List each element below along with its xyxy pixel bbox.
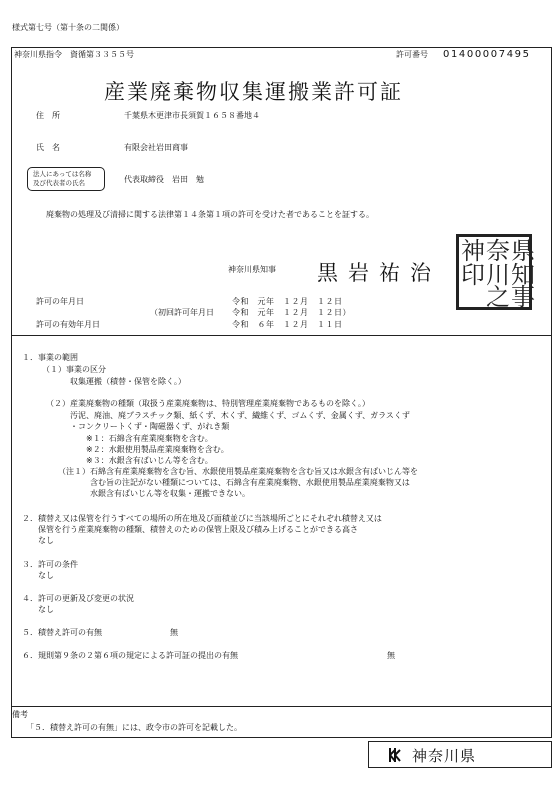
waste-types-line1: 汚泥、廃油、廃プラスチック類、紙くず、木くず、繊維くず、ゴムくず、金属くず、ガラスくず xyxy=(70,411,410,420)
storage-heading-line2: 保管を行う産業廃棄物の種類、積替えのための保管上限及び積み上げることができる高さ xyxy=(38,525,358,534)
representative-label-line1: 法人にあっては名称 xyxy=(33,170,92,178)
seal-char: 神 xyxy=(461,237,485,265)
permit-number: 01400007495 xyxy=(443,49,531,60)
waste-note-1: ※１：石綿含有産業廃棄物を含む。 xyxy=(86,434,213,443)
official-seal xyxy=(456,234,535,311)
waste-types-line2: ・コンクリートくず・陶磁器くず、がれき類 xyxy=(70,422,230,431)
storage-heading-line1: ２．積替え又は保管を行うすべての場所の所在地及び面積並びに当該場所ごとにそれぞれ積替え又は xyxy=(22,514,382,523)
seal-char: 印 xyxy=(461,261,485,289)
scope-heading: １．事業の範囲 xyxy=(22,353,78,362)
valid-until-label: 許可の有効年月日 xyxy=(36,320,100,329)
representative-value: 代表取締役 岩田 勉 xyxy=(124,175,204,184)
business-category-heading: （１）事業の区分 xyxy=(42,365,106,374)
conditions-value: なし xyxy=(38,571,54,580)
kanagawa-emblem-icon xyxy=(386,746,404,764)
issue-date: 令和 元年 １２月 １２日 xyxy=(232,297,343,306)
remarks-text: 「５．積替え許可の有無」には、政令市の許可を記載した。 xyxy=(26,723,242,732)
transfer-permit-value: 無 xyxy=(170,628,178,637)
first-issue-date: 令和 元年 １２月 １２日） xyxy=(232,308,351,317)
document-title: 産業廃棄物収集運搬業許可証 xyxy=(104,80,403,104)
seal-char: 県 xyxy=(511,237,535,265)
waste-remark-line2: 含む旨の注記がない種類については、石綿含有産業廃棄物、水銀使用製品産業廃棄物又は xyxy=(90,478,410,487)
address-value: 千葉県木更津市長須賀１６５８番地４ xyxy=(124,111,260,120)
issuer-prefecture: 神奈川県 xyxy=(412,747,477,765)
renewal-heading: ４．許可の更新及び変更の状況 xyxy=(22,594,134,603)
conditions-heading: ３．許可の条件 xyxy=(22,560,78,569)
certification-statement: 廃棄物の処理及び清掃に関する法律第１４条第１項の許可を受けた者であることを証する。 xyxy=(46,210,374,219)
seal-char: 之 xyxy=(486,283,510,311)
renewal-value: なし xyxy=(38,605,54,614)
seal-char: 知 xyxy=(511,261,535,289)
form-label: 様式第七号（第十条の二関係） xyxy=(12,23,124,32)
business-category-value: 収集運搬（積替・保管を除く。） xyxy=(70,377,186,386)
remarks-divider xyxy=(11,706,552,707)
permit-number-label: 許可番号 xyxy=(396,50,428,59)
transfer-permit-heading: ５．積替え許可の有無 xyxy=(22,628,102,637)
seal-char: 事 xyxy=(511,283,535,311)
storage-value: なし xyxy=(38,536,54,545)
remarks-label: 備考 xyxy=(12,710,28,719)
seal-char: 奈 xyxy=(486,237,510,265)
address-label: 住 所 xyxy=(36,111,60,120)
representative-label-line2: 及び代表者の氏名 xyxy=(33,179,85,187)
waste-note-3: ※３：水銀含有ばいじん等を含む。 xyxy=(86,456,213,465)
valid-until-date: 令和 ６年 １２月 １１日 xyxy=(232,320,343,329)
first-issue-date-label: （初回許可年月日 xyxy=(150,308,214,317)
governor-label: 神奈川県知事 xyxy=(228,265,276,274)
waste-types-heading: （２）産業廃棄物の種類（取扱う産業廃棄物は、特別管理産業廃棄物であるものを除く。） xyxy=(46,399,370,408)
section-divider xyxy=(11,335,552,336)
reference-number: 神奈川県指令 資循第３３５５号 xyxy=(14,50,134,59)
name-label: 氏 名 xyxy=(36,143,60,152)
waste-remark-line3: 水銀含有ばいじん等を収集・運搬できない。 xyxy=(90,489,250,498)
name-value: 有限会社岩田商事 xyxy=(124,143,188,152)
governor-name: 黒岩祐治 xyxy=(317,261,441,285)
seal-char: 川 xyxy=(486,261,510,289)
waste-note-2: ※２：水銀使用製品産業廃棄物を含む。 xyxy=(86,445,229,454)
issue-date-label: 許可の年月日 xyxy=(36,297,84,306)
submission-value: 無 xyxy=(387,651,395,660)
submission-heading: ６．規則第９条の２第６項の規定による許可証の提出の有無 xyxy=(22,651,238,660)
waste-remark-line1: （注１）石綿含有産業廃棄物を含む旨、水銀使用製品産業廃棄物を含む旨又は水銀含有ばいじん等を xyxy=(58,467,418,476)
